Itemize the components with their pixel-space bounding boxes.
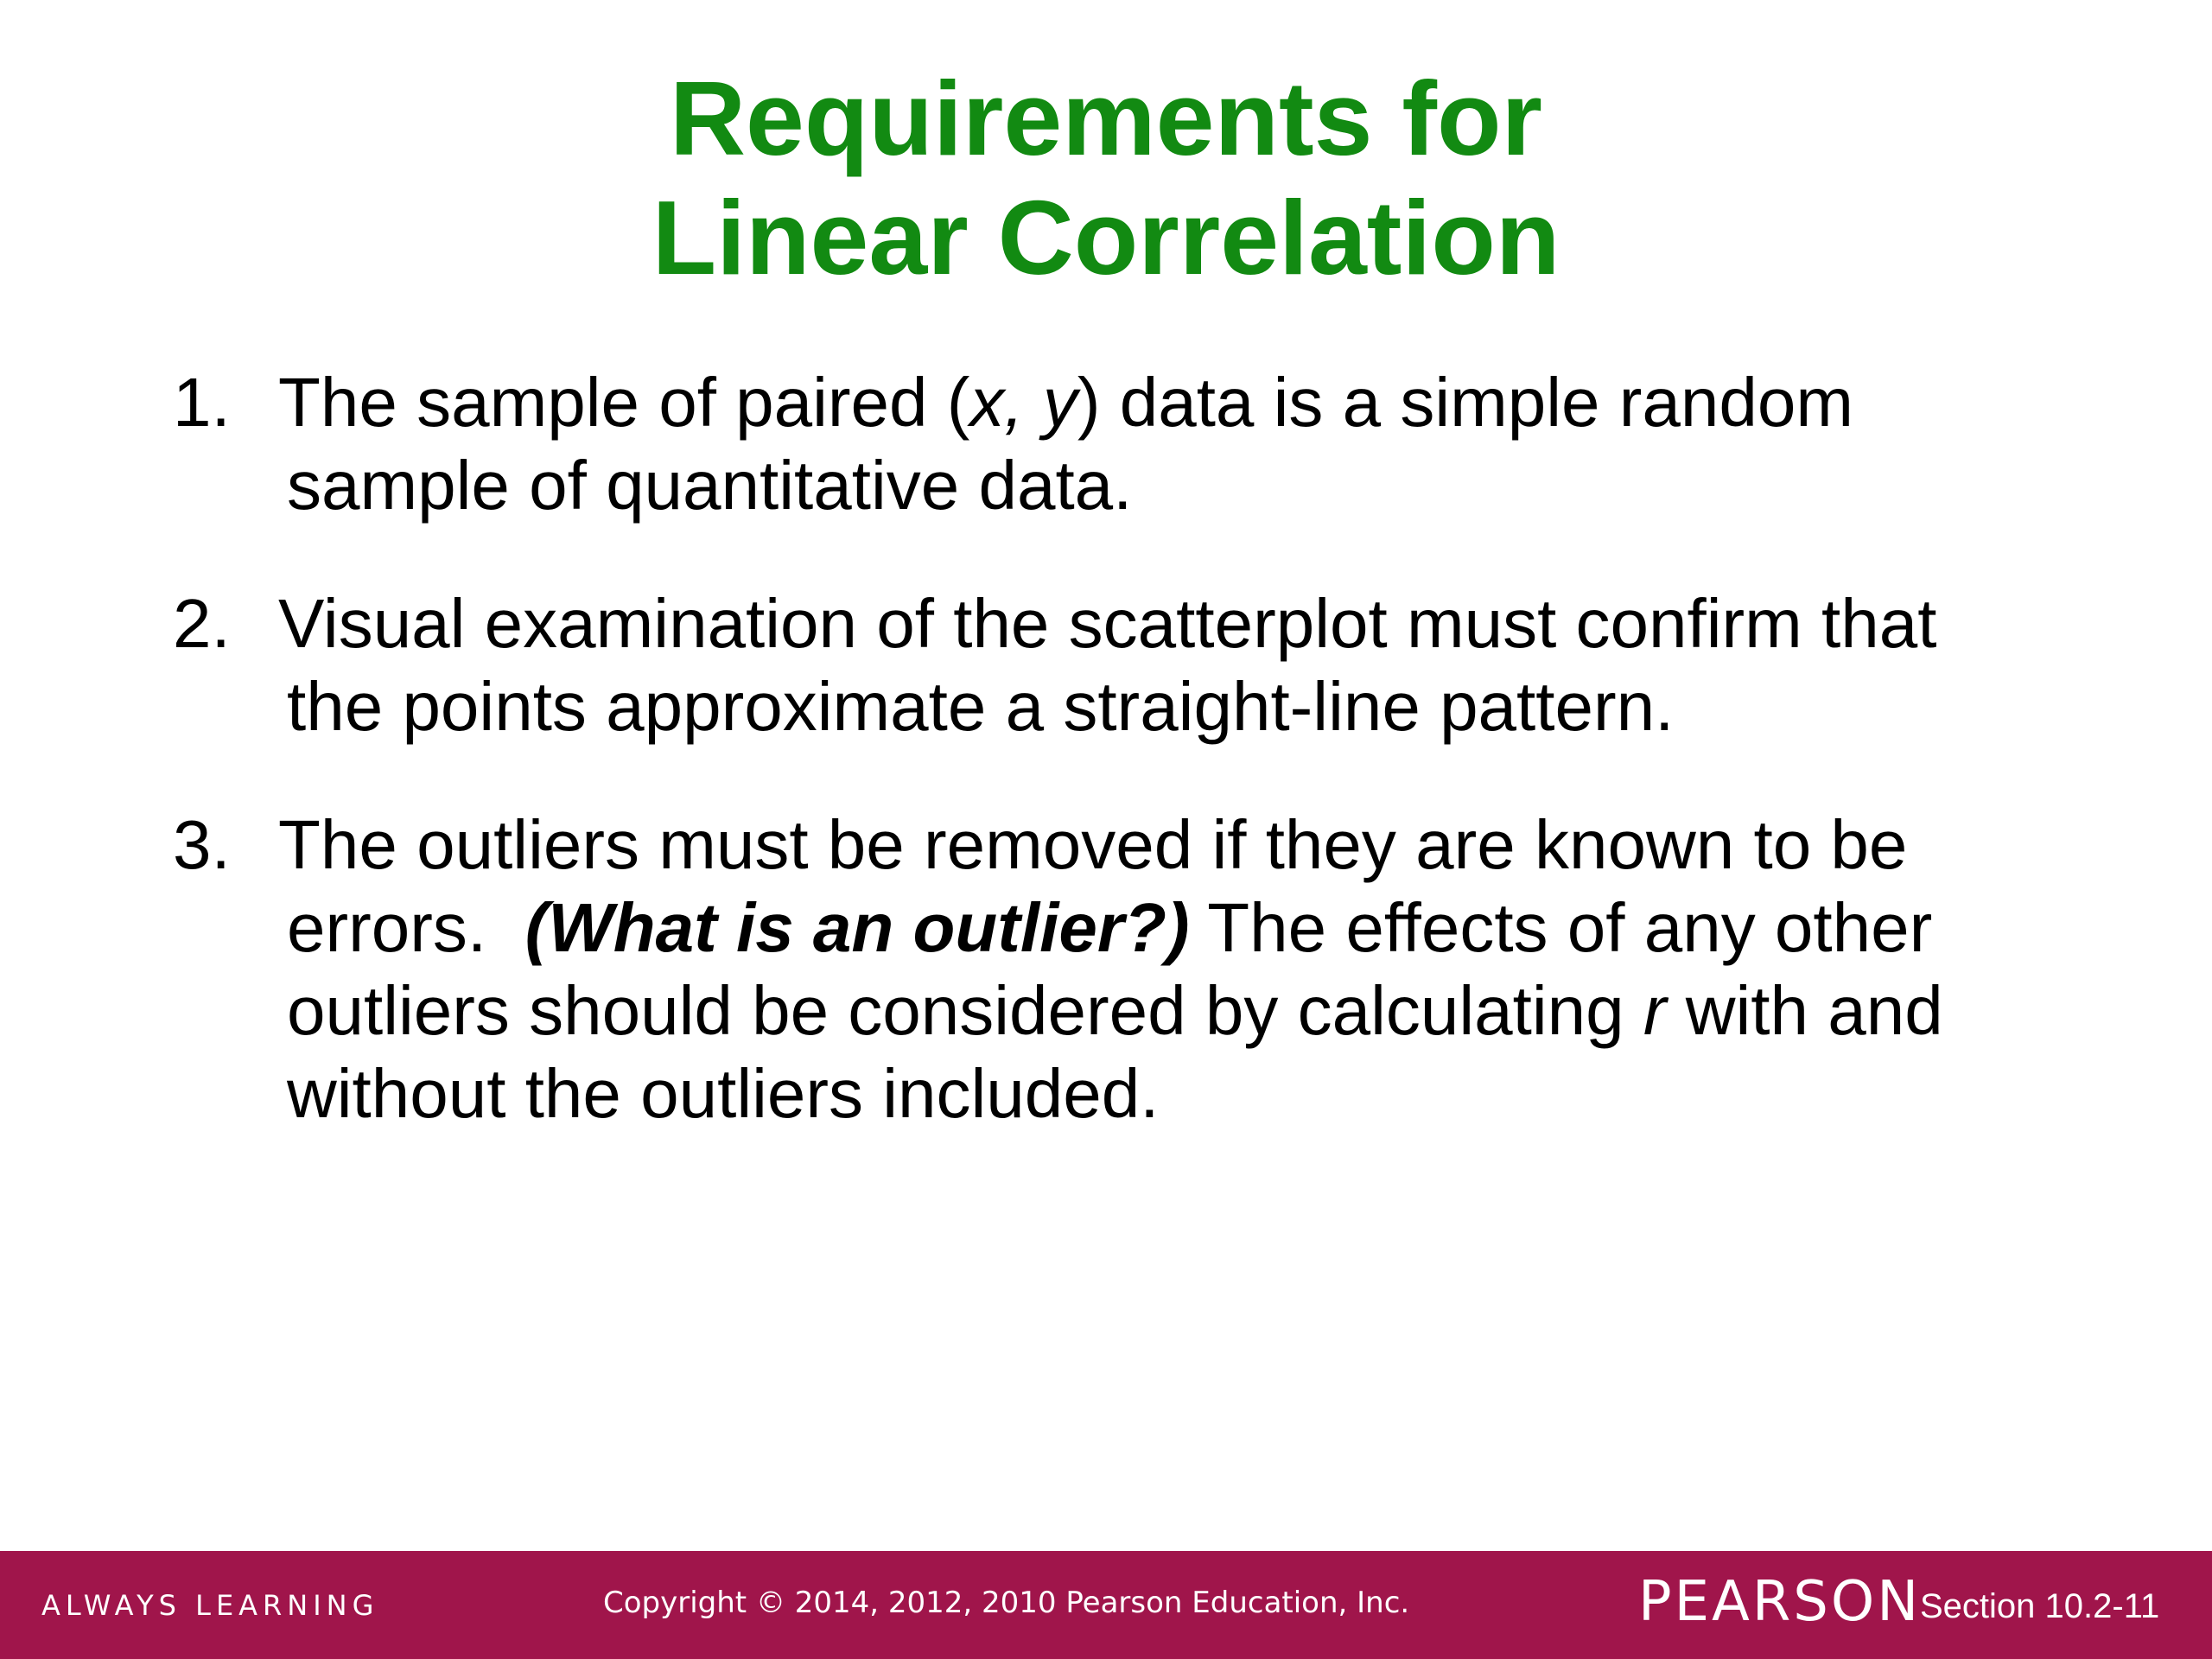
requirement-item-1 bbox=[173, 361, 2108, 527]
footer-tagline: ALWAYS LEARNING bbox=[41, 1589, 379, 1622]
item-3-line-4: without the outliers included. bbox=[287, 1055, 1160, 1132]
footer-bar bbox=[0, 1551, 2212, 1659]
pearson-logo: PEARSON bbox=[1638, 1570, 1922, 1634]
item-2-line-2: the points approximate a straight-line pattern. bbox=[287, 668, 1675, 745]
item-3-line-3 bbox=[287, 969, 2108, 1052]
item-3-text-c: outliers should be considered by calculating bbox=[287, 972, 1643, 1049]
section-number: Section 10.2-11 bbox=[1920, 1587, 2160, 1625]
item-1-line-2: sample of quantitative data. bbox=[287, 447, 1133, 524]
item-1-text-a: The sample of paired ( bbox=[278, 364, 970, 441]
item-number: 2. bbox=[173, 585, 231, 662]
item-3-line-1: The outliers must be removed if they are known to be bbox=[278, 806, 1908, 883]
requirement-item-2 bbox=[173, 582, 2108, 748]
item-3-line-2 bbox=[287, 887, 2108, 969]
item-3-text-a: errors. bbox=[287, 889, 525, 966]
variable-r: r bbox=[1643, 972, 1667, 1049]
footer-copyright: Copyright © 2014, 2012, 2010 Pearson Education, Inc. bbox=[603, 1586, 1410, 1620]
requirement-item-3 bbox=[173, 804, 2108, 1135]
item-number: 1. bbox=[173, 364, 231, 441]
item-2-line-1: Visual examination of the scatterplot must confirm that bbox=[278, 585, 1937, 662]
title-line-2: Linear Correlation bbox=[652, 179, 1560, 296]
item-1-text-b: ) data is a simple random bbox=[1077, 364, 1854, 441]
item-3-text-b: The effects of any other bbox=[1189, 889, 1933, 966]
item-1-line-1 bbox=[278, 361, 2108, 444]
requirements-list bbox=[173, 361, 2108, 1191]
item-3-text-d: with and bbox=[1666, 972, 1943, 1049]
outlier-question: (What is an outlier?) bbox=[524, 889, 1190, 966]
title-line-1: Requirements for bbox=[669, 60, 1543, 177]
item-1-variables: x, y bbox=[969, 364, 1077, 441]
item-number: 3. bbox=[173, 806, 231, 883]
slide-title bbox=[0, 59, 2212, 297]
